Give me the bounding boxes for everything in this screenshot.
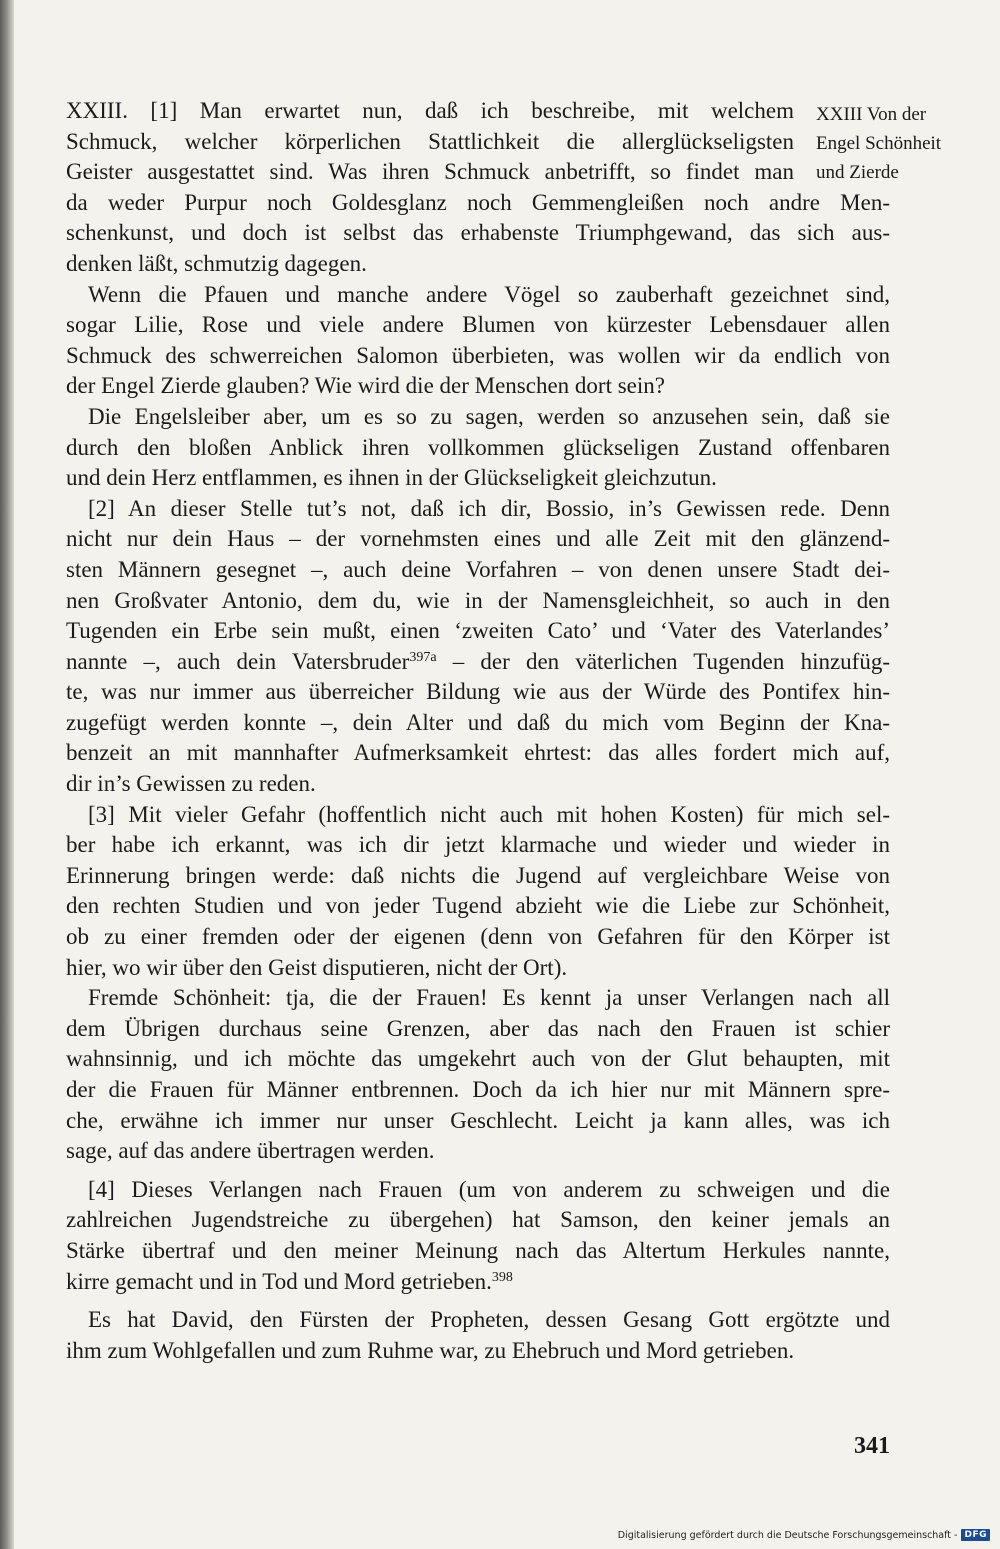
- text-line-content: Die Engelsleiber aber, um es so zu sagen, werden so anzusehen sein, daß sie: [88, 403, 890, 429]
- paragraph: [66, 96, 890, 280]
- text-line: [66, 555, 890, 586]
- text-line-content: Stärke übertraf und den meiner Meinung nach das Altertum Herkules nannte,: [66, 1237, 890, 1263]
- text-line-content: nannte –, auch dein Vatersbruder: [66, 648, 410, 674]
- text-line: [66, 1175, 890, 1206]
- text-line: [66, 861, 890, 892]
- text-line-content: te, was nur immer aus überreicher Bildung wie aus der Würde des Pontifex hin-: [66, 679, 890, 705]
- text-line: [66, 433, 890, 464]
- text-line: [66, 738, 890, 769]
- paragraph: [66, 402, 890, 494]
- text-line: [66, 524, 890, 555]
- paragraph: [66, 1305, 890, 1366]
- text-line: [66, 96, 794, 127]
- text-line: [66, 800, 890, 831]
- text-line: [66, 953, 890, 984]
- digitization-footer: [618, 1529, 990, 1541]
- paragraph: [66, 1175, 890, 1297]
- text-line-content: zahlreichen Jugendstreiche zu übergehen) hat Samson, den keiner jemals an: [66, 1207, 890, 1233]
- text-line: [66, 1136, 890, 1167]
- text-line-content: wahnsinnig, und ich möchte das umgekehrt auch von der Glut behaupten, mit: [66, 1046, 890, 1072]
- text-line: [66, 830, 890, 861]
- text-line-content: und dein Herz entflammen, es ihnen in der Glückseligkeit gleichzutun.: [66, 465, 717, 491]
- text-line: [66, 341, 890, 372]
- text-line: [66, 218, 890, 249]
- text-line: [66, 371, 890, 402]
- text-line-content: [4] Dieses Verlangen nach Frauen (um von anderem zu schweigen und die: [88, 1176, 890, 1202]
- text-line: [66, 586, 890, 617]
- body-text: [66, 96, 890, 1366]
- paragraph: [66, 494, 890, 800]
- text-line: [66, 127, 794, 158]
- text-line-content: hier, wo wir über den Geist disputieren, nicht der Ort).: [66, 954, 568, 980]
- text-line-content: sage, auf das andere übertragen werden.: [66, 1138, 435, 1164]
- text-line: [66, 708, 890, 739]
- text-line-content: der Engel Zierde glauben? Wie wird die der Menschen dort sein?: [66, 373, 665, 399]
- text-line: [66, 188, 890, 219]
- text-line-content: sten Männern gesegnet –, auch deine Vorfahren – von denen unsere Stadt dei-: [66, 556, 890, 582]
- text-line: [66, 402, 890, 433]
- text-line-content: Geister ausgestattet sind. Was ihren Schmuck anbetrifft, so findet man: [66, 159, 794, 185]
- paragraph-gap: [66, 1297, 890, 1305]
- paragraph-gap: [66, 1167, 890, 1175]
- text-line-content: sogar Lilie, Rose und viele andere Blumen von kürzester Lebensdauer allen: [66, 312, 890, 338]
- text-line: [66, 891, 890, 922]
- text-line: [66, 1106, 890, 1137]
- text-line-content: ber habe ich erkannt, was ich dir jetzt klarmache und wieder und wieder in: [66, 832, 890, 858]
- text-line-content: – der den väterlichen Tugenden hinzufüg-: [436, 648, 890, 674]
- text-line-content: dem Übrigen durchaus seine Grenzen, aber das nach den Frauen ist schier: [66, 1015, 890, 1041]
- text-line-content: dir in’s Gewissen zu reden.: [66, 771, 316, 797]
- text-line-content: zugefügt werden konnte –, dein Alter und daß du mich vom Beginn der Kna-: [66, 709, 890, 735]
- paragraph: [66, 280, 890, 402]
- text-line-content: schenkunst, und doch ist selbst das erhabenste Triumphgewand, das sich aus-: [66, 220, 890, 246]
- footer-text: Digitalisierung gefördert durch die Deutsche Forschungsgemeinschaft -: [617, 1529, 958, 1541]
- paragraph: [66, 800, 890, 984]
- text-line: [66, 494, 890, 525]
- text-line-content: Erinnerung bringen werde: daß nichts die Jugend auf vergleichbare Weise von: [66, 862, 890, 888]
- text-line-content: kirre gemacht und in Tod und Mord getrieben.: [66, 1268, 492, 1294]
- text-line-content: ihm zum Wohlgefallen und zum Ruhme war, zu Ehebruch und Mord getrieben.: [66, 1337, 795, 1363]
- text-line-content: den rechten Studien und von jeder Tugend abzieht wie die Liebe zur Schönheit,: [66, 893, 890, 919]
- text-line-content: benzeit an mit mannhafter Aufmerksamkeit ehrtest: das alles fordert mich auf,: [66, 740, 890, 766]
- text-line: [66, 769, 890, 800]
- margin-note-line: und Zierde: [816, 162, 899, 183]
- text-line-content: durch den bloßen Anblick ihren vollkommen glückseligen Zustand offenbaren: [66, 434, 890, 460]
- text-line: [66, 1075, 890, 1106]
- text-line: [66, 1044, 890, 1075]
- text-line: [66, 1267, 890, 1298]
- text-line-content: Fremde Schönheit: tja, die der Frauen! Es kennt ja unser Verlangen nach all: [88, 985, 890, 1011]
- text-line-content: der die Frauen für Männer entbrennen. Doch da ich hier nur mit Männern spre-: [66, 1077, 890, 1102]
- text-line-content: [3] Mit vieler Gefahr (hoffentlich nicht auch mit hohen Kosten) für mich sel-: [88, 801, 890, 827]
- text-line-content: Tugenden ein Erbe sein mußt, einen ‘zweiten Cato’ und ‘Vater des Vaterlandes’: [66, 618, 890, 644]
- text-line: [66, 647, 890, 678]
- book-spine-shadow: [0, 0, 14, 1549]
- text-line: [66, 310, 890, 341]
- text-line-content: [2] An dieser Stelle tut’s not, daß ich dir, Bossio, in’s Gewissen rede. Denn: [88, 495, 890, 521]
- text-line: [66, 1336, 890, 1367]
- text-line-content: nen Großvater Antonio, dem du, wie in der Namensgleichheit, so auch in den: [66, 587, 890, 613]
- text-line-content: nicht nur dein Haus – der vornehmsten eines und alle Zeit mit den glänzend-: [66, 526, 890, 552]
- dfg-logo-icon: DFG: [961, 1529, 990, 1541]
- text-line-content: denken läßt, schmutzig dagegen.: [66, 250, 367, 276]
- text-line-content: da weder Purpur noch Goldesglanz noch Gemmengleißen noch andre Men-: [66, 189, 890, 215]
- text-line: [66, 1014, 890, 1045]
- footnote-reference[interactable]: 398: [491, 1269, 513, 1285]
- margin-note-line: Engel Schönheit: [816, 133, 942, 154]
- margin-note-line: XXIII Von der: [816, 104, 927, 125]
- text-line-content: Schmuck des schwerreichen Salomon überbieten, was wollen wir da endlich von: [66, 342, 890, 368]
- text-line-content: Schmuck, welcher körperlichen Stattlichkeit die allerglückseligsten: [66, 128, 794, 154]
- footnote-reference[interactable]: 397a: [409, 649, 437, 665]
- text-line: [66, 922, 890, 953]
- text-line: [66, 677, 890, 708]
- page-number: 341: [854, 1433, 890, 1459]
- text-line-content: XXIII. [1] Man erwartet nun, daß ich beschreibe, mit welchem: [66, 98, 794, 123]
- text-line: [66, 249, 890, 280]
- text-line-content: che, erwähne ich immer nur unser Geschlecht. Leicht ja kann alles, was ich: [66, 1107, 890, 1133]
- text-line: [66, 983, 890, 1014]
- text-line-content: Es hat David, den Fürsten der Propheten, dessen Gesang Gott ergötzte und: [88, 1307, 890, 1333]
- paragraph: [66, 983, 890, 1167]
- text-line-content: ob zu einer fremden oder der eigenen (denn von Gefahren für den Körper ist: [66, 924, 890, 950]
- text-line: [66, 1236, 890, 1267]
- text-line: [66, 616, 890, 647]
- text-line-content: Wenn die Pfauen und manche andere Vögel so zauberhaft gezeichnet sind,: [88, 281, 890, 307]
- text-line: [66, 1205, 890, 1236]
- text-line: [66, 1305, 890, 1336]
- text-line: [66, 280, 890, 311]
- text-line: [66, 463, 890, 494]
- text-line: [66, 157, 794, 188]
